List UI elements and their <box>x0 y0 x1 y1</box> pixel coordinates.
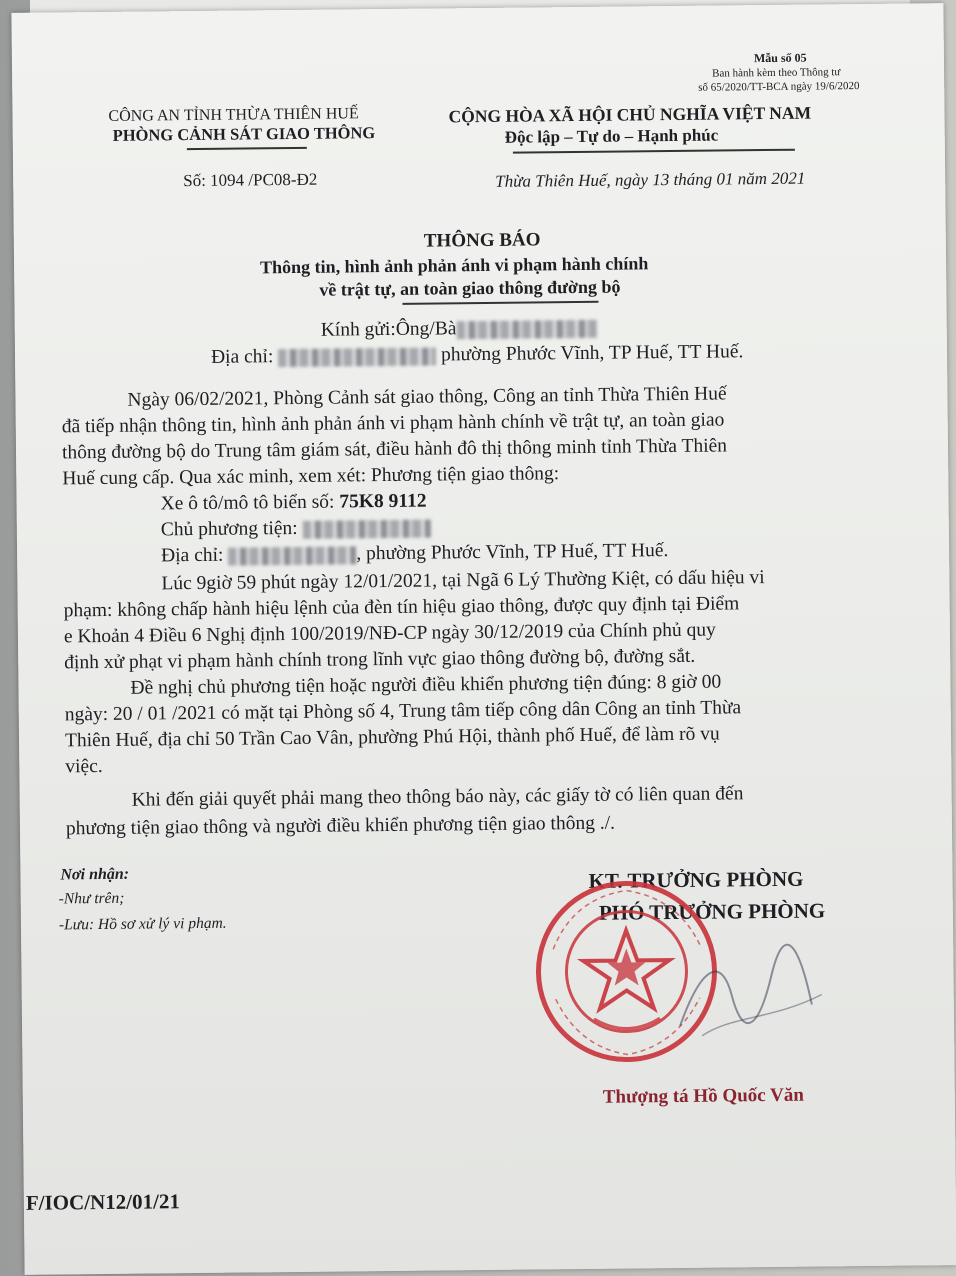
owner-label: Chủ phương tiện: <box>160 517 298 541</box>
notice-document <box>11 3 956 1275</box>
paragraph2-line2: phạm: không chấp hành hiệu lệnh của đèn tín hiệu giao thông, được quy định tại Điểm <box>63 593 740 622</box>
redacted-owner-name <box>302 519 430 538</box>
recipients-title: Nơi nhận: <box>60 865 130 884</box>
title-underline <box>402 301 598 305</box>
national-motto: Độc lập – Tự do – Hạnh phúc <box>504 125 719 147</box>
recipient-address-value: phường Phước Vĩnh, TP Huế, TT Huế. <box>440 341 744 366</box>
redacted-recipient-street <box>278 347 436 367</box>
place-and-date: Thừa Thiên Huế, ngày 13 tháng 01 năm 2021 <box>495 168 806 191</box>
signatory-title-1: KT. TRƯỞNG PHÒNG <box>588 866 804 893</box>
form-issued-line1: Ban hành kèm theo Thông tư <box>712 66 841 80</box>
form-issued-line2: số 65/2020/TT-BCA ngày 19/6/2020 <box>698 80 860 94</box>
paragraph1-line4: Huế cung cấp. Qua xác minh, xem xét: Phương tiện giao thông: <box>62 463 560 490</box>
paragraph3-line3: Thiên Huế, địa chỉ 50 Trần Cao Vân, phường Phú Hội, thành phố Huế, để làm rõ vụ <box>64 723 720 752</box>
recipient-item-2: -Lưu: Hồ sơ xử lý vi phạm. <box>58 914 227 934</box>
signer-name: Thượng tá Hồ Quốc Văn <box>602 1084 804 1108</box>
plate-number: 75K8 9112 <box>339 490 427 513</box>
paragraph3-line1: Đề nghị chủ phương tiện hoặc người điều khiển phương tiện đúng: 8 giờ 00 <box>130 671 722 699</box>
paragraph2-line4: định xử phạt vi phạm hành chính trong lĩnh vực giao thông đường bộ, đường sắt. <box>64 645 696 674</box>
notice-title: THÔNG BÁO <box>423 229 541 252</box>
paragraph2-line1: Lúc 9giờ 59 phút ngày 12/01/2021, tại Ngã 6 Lý Thường Kiệt, có dấu hiệu vi <box>161 567 765 595</box>
recipient-item-1: -Như trên; <box>58 889 125 908</box>
department-underline <box>187 147 307 150</box>
paragraph4-line1: Khi đến giải quyết phải mang theo thông báo này, các giấy tờ có liên quan đến <box>131 783 744 811</box>
redacted-owner-street <box>228 546 356 565</box>
motto-underline <box>513 149 795 153</box>
agency-name: CÔNG AN TỈNH THỪA THIÊN HUẾ <box>108 105 359 125</box>
plate-label: Xe ô tô/mô tô biển số: <box>160 491 340 515</box>
paragraph1-line2: đã tiếp nhận thông tin, hình ảnh phản ánh vi phạm hành chính về trật tự, an toàn giao <box>61 409 725 438</box>
vehicle-plate <box>160 491 426 516</box>
document-number: Số: 1094 /PC08-Đ2 <box>183 169 318 191</box>
owner-address <box>161 540 668 567</box>
department-name: PHÒNG CẢNH SÁT GIAO THÔNG <box>112 123 376 145</box>
vehicle-owner <box>161 517 431 542</box>
paragraph3-line2: ngày: 20 / 01 /2021 có mặt tại Phòng số 4, Trung tâm tiếp công dân Công an tỉnh Thừa <box>64 697 742 726</box>
recipient-greeting <box>321 317 597 342</box>
notice-subtitle-line1: Thông tin, hình ảnh phản ánh vi phạm hành chính <box>259 253 649 278</box>
paragraph1-line1: Ngày 06/02/2021, Phòng Cảnh sát giao thông, Công an tỉnh Thừa Thiên Huế <box>127 383 727 411</box>
owner-address-value: , phường Phước Vĩnh, TP Huế, TT Huế. <box>356 540 669 565</box>
paragraph2-line3: e Khoản 4 Điều 6 Nghị định 100/2019/NĐ-CP ngày 30/12/2019 của Chính phủ quy <box>63 619 716 648</box>
paragraph1-line3: thông đường bộ do Trung tâm giám sát, điều hành đô thị thông minh tỉnh Thừa Thiên <box>61 435 728 464</box>
paragraph4-line2: phương tiện giao thông và người điều khiển phương tiện giao thông ./. <box>65 812 616 840</box>
recipient-address-label: Địa chỉ: <box>210 346 274 368</box>
handwritten-signature <box>661 934 832 1056</box>
paragraph3-line4: việc. <box>65 756 103 778</box>
recipient-greeting-label: Kính gửi:Ông/Bà <box>320 318 457 341</box>
document-code: F/IOC/N12/01/21 <box>25 1189 181 1215</box>
form-number: Mẫu số 05 <box>753 50 807 66</box>
owner-address-label: Địa chỉ: <box>161 544 224 567</box>
republic-name: CỘNG HÒA XÃ HỘI CHỦ NGHĨA VIỆT NAM <box>448 102 812 127</box>
recipient-address <box>211 341 744 369</box>
redacted-recipient-name <box>456 319 596 338</box>
signatory-title-2: PHÓ TRƯỞNG PHÒNG <box>598 898 826 925</box>
notice-subtitle-line2: về trật tự, an toàn giao thông đường bộ <box>319 276 621 300</box>
